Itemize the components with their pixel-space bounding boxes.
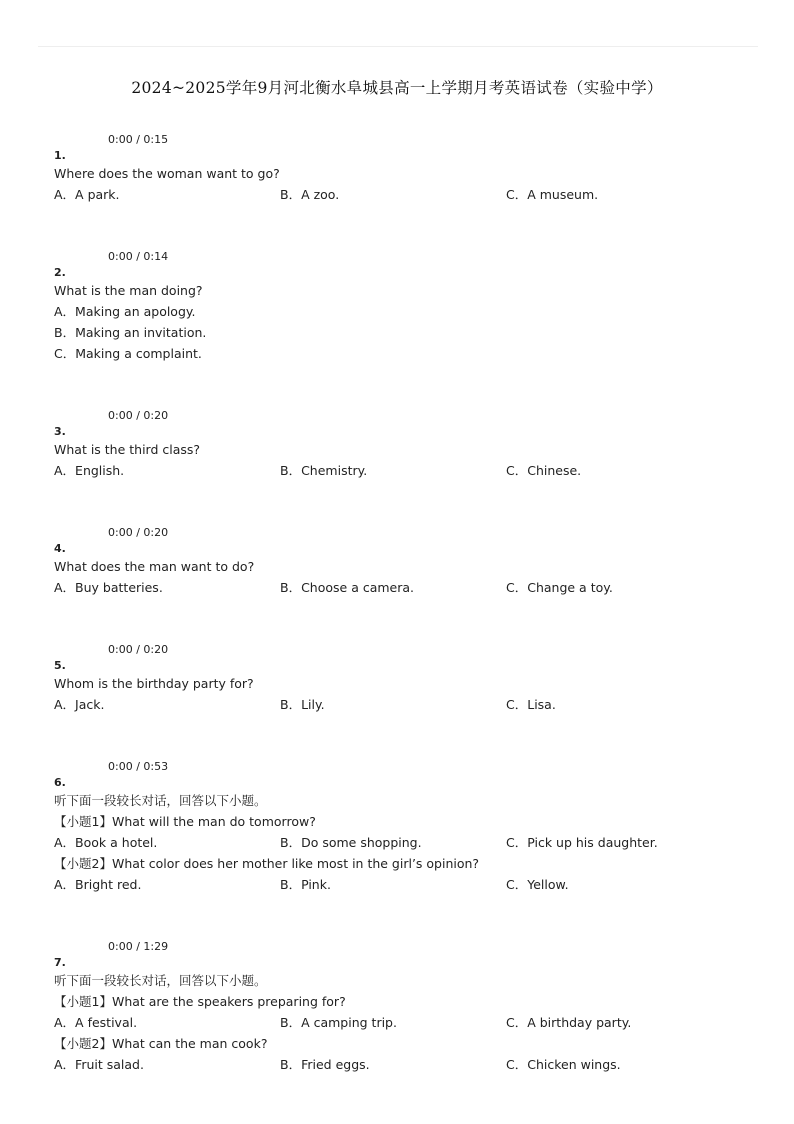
question-5 bbox=[54, 643, 754, 715]
option-b: B．Fried eggs. bbox=[280, 1057, 370, 1072]
question-2 bbox=[54, 250, 754, 364]
option-b: B．Chemistry. bbox=[280, 463, 368, 478]
question-4 bbox=[54, 526, 754, 598]
audio-player-time[interactable]: 0:00 / 0:20 bbox=[108, 526, 169, 539]
question-7 bbox=[54, 940, 754, 1075]
option-c: C．Chicken wings. bbox=[506, 1057, 621, 1072]
question-intro: 听下面一段较长对话，回答以下小题。 bbox=[54, 793, 267, 808]
question-number: 3. bbox=[54, 425, 66, 438]
option-c: C．Yellow. bbox=[506, 877, 569, 892]
sub-question-stem: 【小题2】What can the man cook? bbox=[54, 1036, 268, 1051]
audio-player-time[interactable]: 0:00 / 0:15 bbox=[108, 133, 169, 146]
audio-player-time[interactable]: 0:00 / 0:20 bbox=[108, 643, 169, 656]
option-b: B．A camping trip. bbox=[280, 1015, 397, 1030]
options-row bbox=[54, 1012, 754, 1033]
question-number: 4. bbox=[54, 542, 66, 555]
option-a: A．A park. bbox=[54, 187, 120, 202]
options-row bbox=[54, 577, 754, 598]
question-1 bbox=[54, 133, 754, 205]
option-c: C．Pick up his daughter. bbox=[506, 835, 658, 850]
sub-question-stem: 【小题1】What will the man do tomorrow? bbox=[54, 814, 316, 829]
option-c: C．Making a complaint. bbox=[54, 346, 202, 361]
audio-player-time[interactable]: 0:00 / 0:14 bbox=[108, 250, 169, 263]
option-c: C．Chinese. bbox=[506, 463, 582, 478]
question-stem: What does the man want to do? bbox=[54, 559, 255, 574]
question-intro: 听下面一段较长对话，回答以下小题。 bbox=[54, 973, 267, 988]
question-number: 5. bbox=[54, 659, 66, 672]
options-row bbox=[54, 460, 754, 481]
option-a: A．Bright red. bbox=[54, 877, 142, 892]
option-b: B．Lily. bbox=[280, 697, 325, 712]
options-row bbox=[54, 184, 754, 205]
question-stem: What is the third class? bbox=[54, 442, 201, 457]
sub-question-stem: 【小题2】What color does her mother like most in the girl’s opinion? bbox=[54, 856, 480, 871]
option-c: C．A birthday party. bbox=[506, 1015, 632, 1030]
option-a: A．Fruit salad. bbox=[54, 1057, 144, 1072]
question-stem: Where does the woman want to go? bbox=[54, 166, 280, 181]
question-number: 2. bbox=[54, 266, 66, 279]
option-b: B．A zoo. bbox=[280, 187, 340, 202]
question-number: 7. bbox=[54, 956, 66, 969]
page-title: 2024~2025学年9月河北衡水阜城县高一上学期月考英语试卷（实验中学） bbox=[131, 79, 663, 97]
option-c: C．A museum. bbox=[506, 187, 599, 202]
question-3 bbox=[54, 409, 754, 481]
question-6 bbox=[54, 760, 754, 895]
audio-player-time[interactable]: 0:00 / 1:29 bbox=[108, 940, 169, 953]
question-stem: Whom is the birthday party for? bbox=[54, 676, 254, 691]
sub-question-stem: 【小题1】What are the speakers preparing for? bbox=[54, 994, 346, 1009]
question-number: 1. bbox=[54, 149, 66, 162]
option-b: B．Making an invitation. bbox=[54, 325, 207, 340]
option-a: A．A festival. bbox=[54, 1015, 138, 1030]
audio-player-time[interactable]: 0:00 / 0:53 bbox=[108, 760, 169, 773]
options-row bbox=[54, 832, 754, 853]
option-a: A．Book a hotel. bbox=[54, 835, 158, 850]
option-b: B．Choose a camera. bbox=[280, 580, 415, 595]
option-c: C．Change a toy. bbox=[506, 580, 613, 595]
options-row bbox=[54, 1054, 754, 1075]
options-row bbox=[54, 694, 754, 715]
option-b: B．Pink. bbox=[280, 877, 331, 892]
audio-player-time[interactable]: 0:00 / 0:20 bbox=[108, 409, 169, 422]
options-row bbox=[54, 874, 754, 895]
option-c: C．Lisa. bbox=[506, 697, 556, 712]
option-a: A．English. bbox=[54, 463, 125, 478]
option-a: A．Buy batteries. bbox=[54, 580, 163, 595]
option-b: B．Do some shopping. bbox=[280, 835, 422, 850]
question-stem: What is the man doing? bbox=[54, 283, 203, 298]
question-number: 6. bbox=[54, 776, 66, 789]
header-divider bbox=[38, 46, 758, 47]
option-a: A．Jack. bbox=[54, 697, 105, 712]
option-a: A．Making an apology. bbox=[54, 304, 196, 319]
